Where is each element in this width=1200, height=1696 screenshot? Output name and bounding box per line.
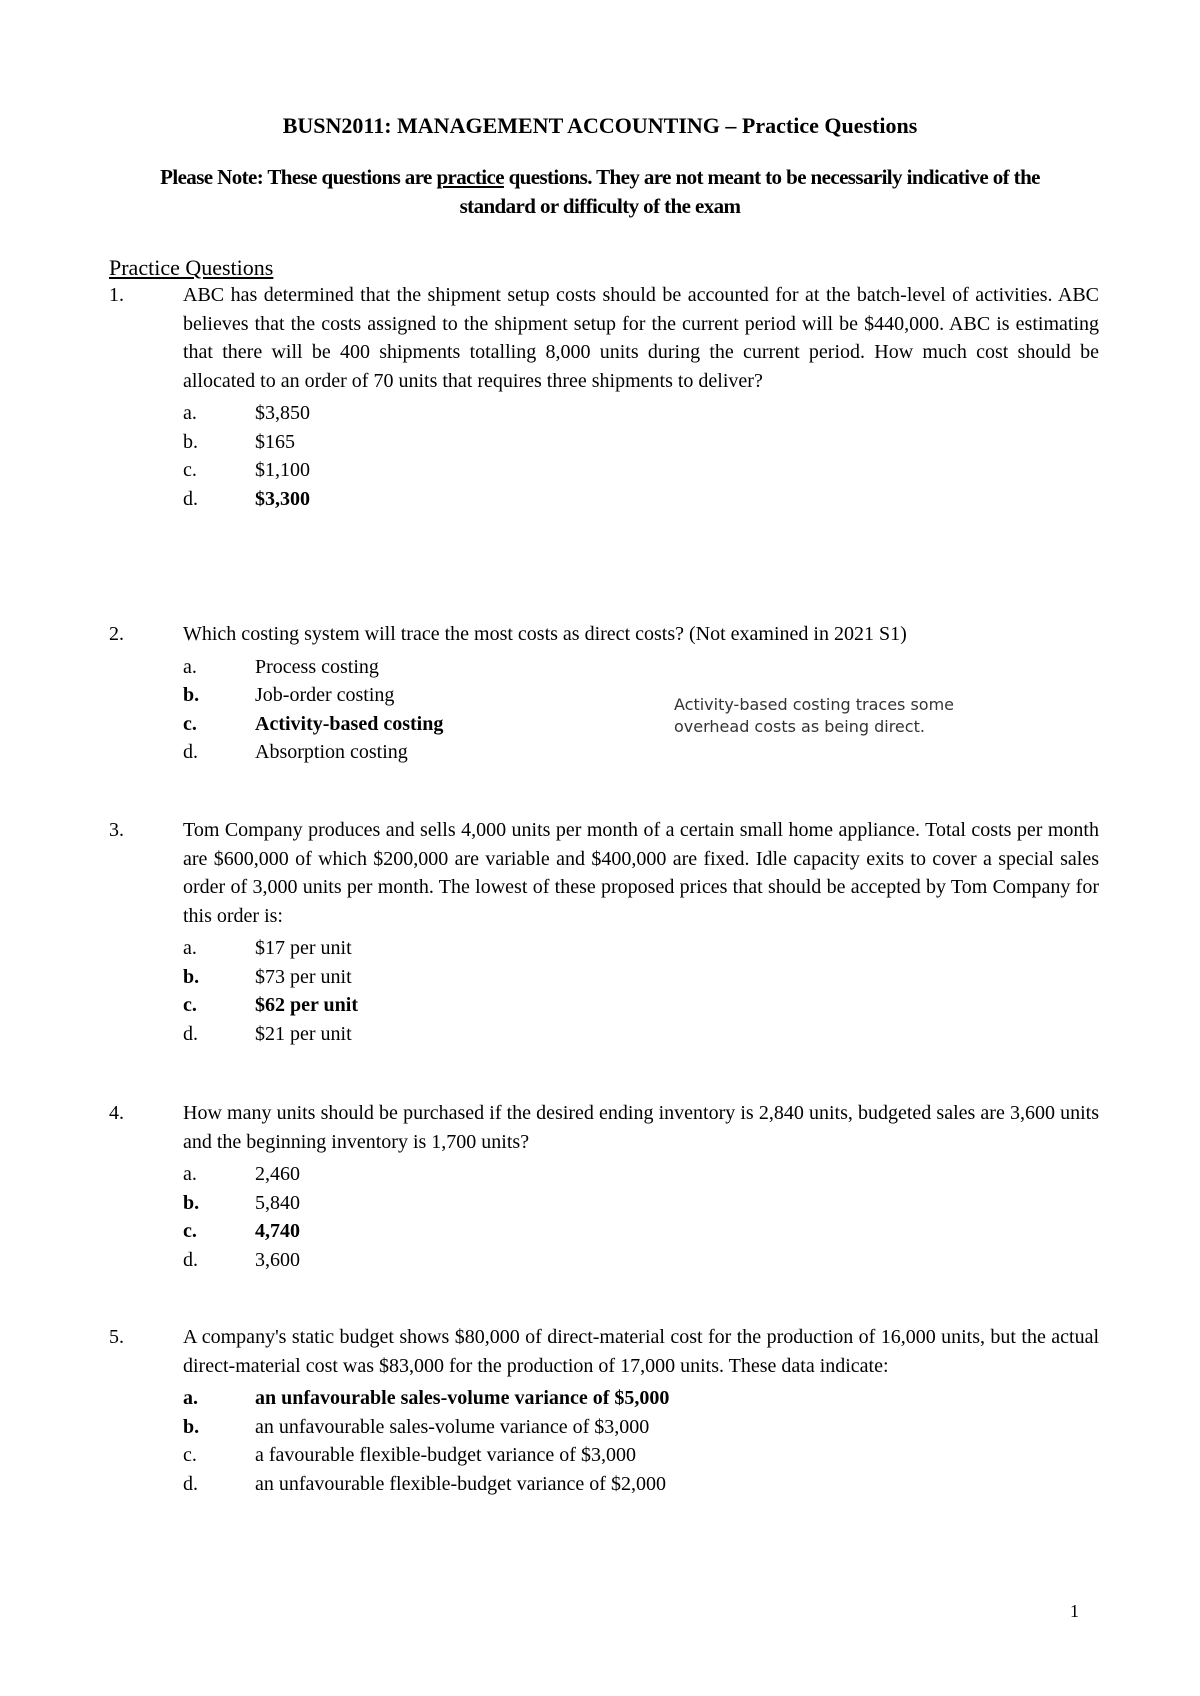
option-d [183, 738, 1099, 767]
document-title: BUSN2011: MANAGEMENT ACCOUNTING – Practice Questions [282, 113, 918, 138]
option-d [183, 1020, 1099, 1049]
option-c-correct [183, 991, 1099, 1020]
question-text: Tom Company produces and sells 4,000 units per month of a certain small home appliance. Total costs per month are $600,000 of which $200,000 are variable and $400,000 are fixed. Idle capacity exits to cover a special sales order of 3,000 units per month. The lowest of these proposed prices that should be accepted by Tom Company for this order is: [183, 819, 1099, 927]
option-text: 2,460 [255, 1163, 300, 1185]
option-letter: c. [183, 712, 197, 735]
option-b [183, 963, 1099, 992]
note-underlined-word: practice [436, 165, 504, 189]
option-letter: c. [183, 1444, 197, 1466]
option-a [183, 934, 1099, 963]
option-letter: c. [183, 1220, 197, 1242]
question-number: 3. [109, 819, 124, 841]
note-suffix: questions. They are not meant to be necessarily indicative of the standard or difficulty of the exam [459, 165, 1040, 218]
option-letter: a. [183, 937, 197, 959]
option-text: $1,100 [255, 459, 310, 481]
option-d-correct [183, 485, 1099, 514]
question-text: ABC has determined that the shipment setup costs should be accounted for at the batch-level of activities. ABC believes that the costs assigned to the shipment setup for the current period will be $440,000. ABC is estimating that there will be 400 shipments totalling 8,000 units during the current period. How much cost should be allocated to an order of 70 units that requires three shipments to deliver? [183, 284, 1099, 392]
option-text: a favourable flexible-budget variance of $3,000 [255, 1444, 636, 1466]
question-4 [109, 1099, 1099, 1274]
option-letter: a. [183, 1387, 198, 1409]
section-heading: Practice Questions [109, 255, 274, 280]
option-letter: a. [183, 655, 197, 678]
option-letter: b. [183, 965, 200, 988]
margin-annotation [674, 694, 1054, 738]
practice-note [160, 163, 1040, 221]
option-text: 4,740 [255, 1220, 300, 1242]
question-text: Which costing system will trace the most costs as direct costs? (Not examined in 2021 S1) [183, 623, 907, 645]
answer-options [183, 934, 1099, 1048]
question-number: 2. [109, 623, 124, 645]
option-letter: d. [183, 487, 198, 510]
answer-options [183, 1160, 1099, 1274]
question-number: 5. [109, 1326, 124, 1348]
option-c [183, 456, 1099, 485]
option-a [183, 399, 1099, 428]
option-text: $17 per unit [255, 937, 352, 959]
option-letter: d. [183, 1022, 198, 1045]
answer-options [183, 1384, 1099, 1498]
option-letter: b. [183, 684, 200, 706]
option-text: an unfavourable flexible-budget variance of $2,000 [255, 1472, 666, 1495]
option-a-correct [183, 1384, 1099, 1413]
option-text: $62 per unit [255, 994, 358, 1016]
option-text: $165 [255, 430, 295, 453]
option-b [183, 1189, 1099, 1218]
option-text: 5,840 [255, 1191, 300, 1214]
option-letter: d. [183, 741, 198, 763]
option-text: an unfavourable sales-volume variance of $3,000 [255, 1415, 650, 1438]
option-text: $21 per unit [255, 1022, 352, 1045]
question-3 [109, 816, 1099, 1048]
option-letter: d. [183, 1248, 198, 1271]
option-text: Absorption costing [255, 741, 408, 763]
option-letter: a. [183, 1163, 197, 1185]
question-5 [109, 1323, 1099, 1498]
option-letter: d. [183, 1472, 198, 1495]
option-letter: a. [183, 402, 197, 424]
question-text: A company's static budget shows $80,000 of direct-material cost for the production of 16,000 units, but the actual direct-material cost was $83,000 for the production of 17,000 units. These data indicate: [183, 1326, 1099, 1377]
option-text: 3,600 [255, 1248, 300, 1271]
question-text: How many units should be purchased if the desired ending inventory is 2,840 units, budgeted sales are 3,600 units and the beginning inventory is 1,700 units? [183, 1102, 1099, 1153]
option-text: Activity-based costing [255, 712, 444, 735]
option-b [183, 1413, 1099, 1442]
annotation-line-1: Activity-based costing traces some [674, 695, 955, 714]
option-text: an unfavourable sales-volume variance of $5,000 [255, 1387, 670, 1409]
option-d [183, 1470, 1099, 1499]
option-letter: b. [183, 1191, 200, 1214]
option-a [183, 653, 1099, 682]
option-d [183, 1246, 1099, 1275]
option-letter: c. [183, 994, 197, 1016]
option-text: $73 per unit [255, 965, 352, 988]
option-text: Process costing [255, 655, 379, 678]
option-letter: b. [183, 1415, 200, 1438]
question-number: 1. [109, 284, 124, 306]
annotation-line-2: overhead costs as being direct. [674, 717, 925, 736]
option-text: $3,300 [255, 487, 310, 510]
note-prefix: Please Note: These questions are [160, 165, 437, 189]
answer-options [183, 399, 1099, 513]
question-1 [109, 281, 1099, 513]
option-c-correct [183, 1217, 1099, 1246]
option-text: Job-order costing [255, 684, 395, 706]
option-text: $3,850 [255, 402, 310, 424]
page-number: 1 [1070, 1601, 1079, 1621]
option-c [183, 1441, 1099, 1470]
option-letter: c. [183, 459, 197, 481]
option-letter: b. [183, 430, 198, 453]
option-a [183, 1160, 1099, 1189]
option-b [183, 428, 1099, 457]
question-number: 4. [109, 1102, 124, 1124]
